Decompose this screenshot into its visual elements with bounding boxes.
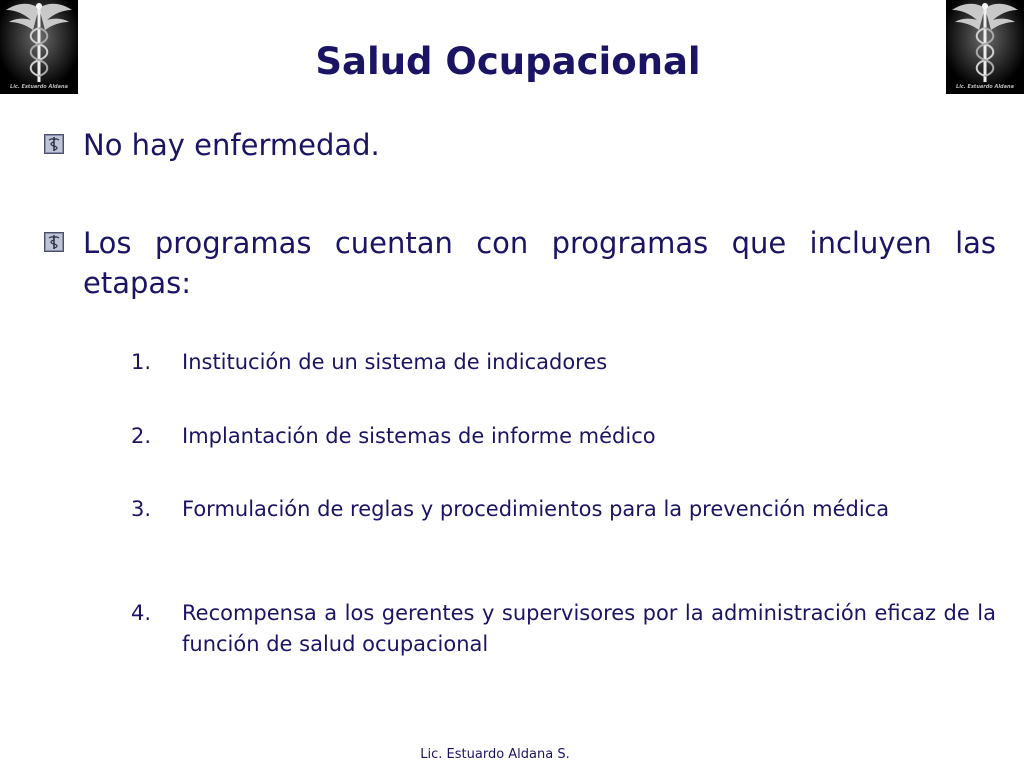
list-item-text-1: Institución de un sistema de indicadores <box>182 350 608 374</box>
caduceus-bullet-icon <box>44 134 64 154</box>
list-item-number-3: 3. <box>131 497 152 521</box>
logo-caption-left: Lic. Estuardo Aldana <box>10 84 68 90</box>
list-item-text-2: Implantación de sistemas de informe médico <box>182 424 656 448</box>
list-item-text-4: Recompensa a los gerentes y supervisores por la administración eficaz de la función de salud ocupacional <box>182 601 996 656</box>
slide-footer: Lic. Estuardo Aldana S. <box>420 747 570 762</box>
caduceus-bullet-icon <box>44 232 64 252</box>
list-item-number-2: 2. <box>131 424 152 448</box>
bullet-text-1: No hay enfermedad. <box>83 128 380 162</box>
bullet-text-2: Los programas cuentan con programas que incluyen las etapas: <box>83 226 996 300</box>
slide-title: Salud Ocupacional <box>315 40 701 83</box>
logo-caption-right: Lic. Estuardo Aldana <box>956 84 1014 90</box>
list-item-text-3: Formulación de reglas y procedimientos para la prevención médica <box>182 497 890 521</box>
list-item-number-4: 4. <box>131 601 152 625</box>
list-item-number-1: 1. <box>131 350 152 374</box>
